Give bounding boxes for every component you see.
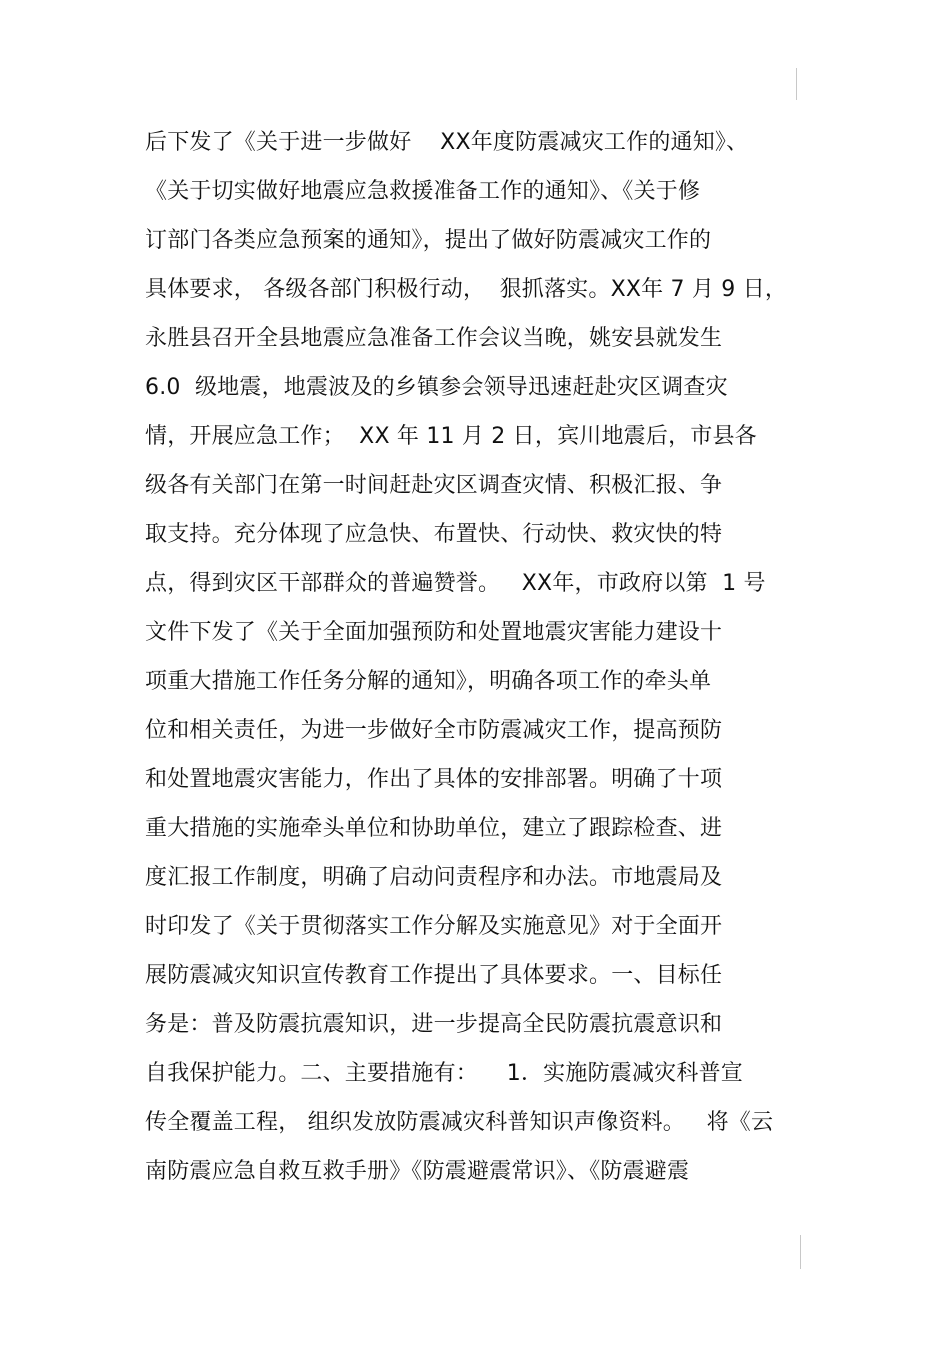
text-line: 具体要求， 各级各部门积极行动， 狠抓落实。XX年 7 月 9 日，	[145, 277, 788, 302]
text-line: 点，得到灾区干部群众的普遍赞誉。 XX年，市政府以第 1 号	[145, 571, 766, 596]
text-line: 级各有关部门在第一时间赶赴灾区调查灾情、积极汇报、争	[145, 473, 723, 498]
text-line: 情，开展应急工作； XX 年 11 月 2 日，宾川地震后，市县各	[145, 424, 757, 449]
text-line: 项重大措施工作任务分解的通知》，明确各项工作的牵头单	[145, 669, 712, 694]
text-line: 度汇报工作制度，明确了启动问责程序和办法。市地震局及	[145, 865, 723, 890]
text-line: 后下发了《关于进一步做好 XX年度防震减灾工作的通知》、	[145, 130, 749, 155]
text-line: 永胜县召开全县地震应急准备工作会议当晚，姚安县就发生	[145, 326, 723, 351]
text-line: 展防震减灾知识宣传教育工作提出了具体要求。一、目标任	[145, 963, 723, 988]
text-line: 传全覆盖工程， 组织发放防震减灾科普知识声像资料。 将《云	[145, 1110, 774, 1135]
body-paragraph	[145, 123, 845, 1201]
text-line: 重大措施的实施牵头单位和协助单位，建立了跟踪检查、进	[145, 816, 723, 841]
text-line: 《关于切实做好地震应急救援准备工作的通知》、《关于修	[145, 179, 701, 204]
page-corner-mark-top	[796, 68, 797, 100]
text-line: 6.0 级地震，地震波及的乡镇参会领导迅速赶赴灾区调查灾	[145, 375, 728, 400]
text-line: 订部门各类应急预案的通知》，提出了做好防震减灾工作的	[145, 228, 712, 253]
text-line: 务是：普及防震抗震知识，进一步提高全民防震抗震意识和	[145, 1012, 723, 1037]
text-line: 南防震应急自救互救手册》《防震避震常识》、《防震避震	[145, 1159, 690, 1184]
text-line: 和处置地震灾害能力，作出了具体的安排部署。明确了十项	[145, 767, 723, 792]
text-line: 自我保护能力。二、主要措施有： 1．实施防震减灾科普宣	[145, 1061, 743, 1086]
text-line: 取支持。充分体现了应急快、布置快、行动快、救灾快的特	[145, 522, 723, 547]
text-line: 时印发了《关于贯彻落实工作分解及实施意见》对于全面开	[145, 914, 723, 939]
text-line: 文件下发了《关于全面加强预防和处置地震灾害能力建设十	[145, 620, 723, 645]
page-corner-mark-bottom	[800, 1235, 801, 1269]
text-line: 位和相关责任，为进一步做好全市防震减灾工作，提高预防	[145, 718, 723, 743]
